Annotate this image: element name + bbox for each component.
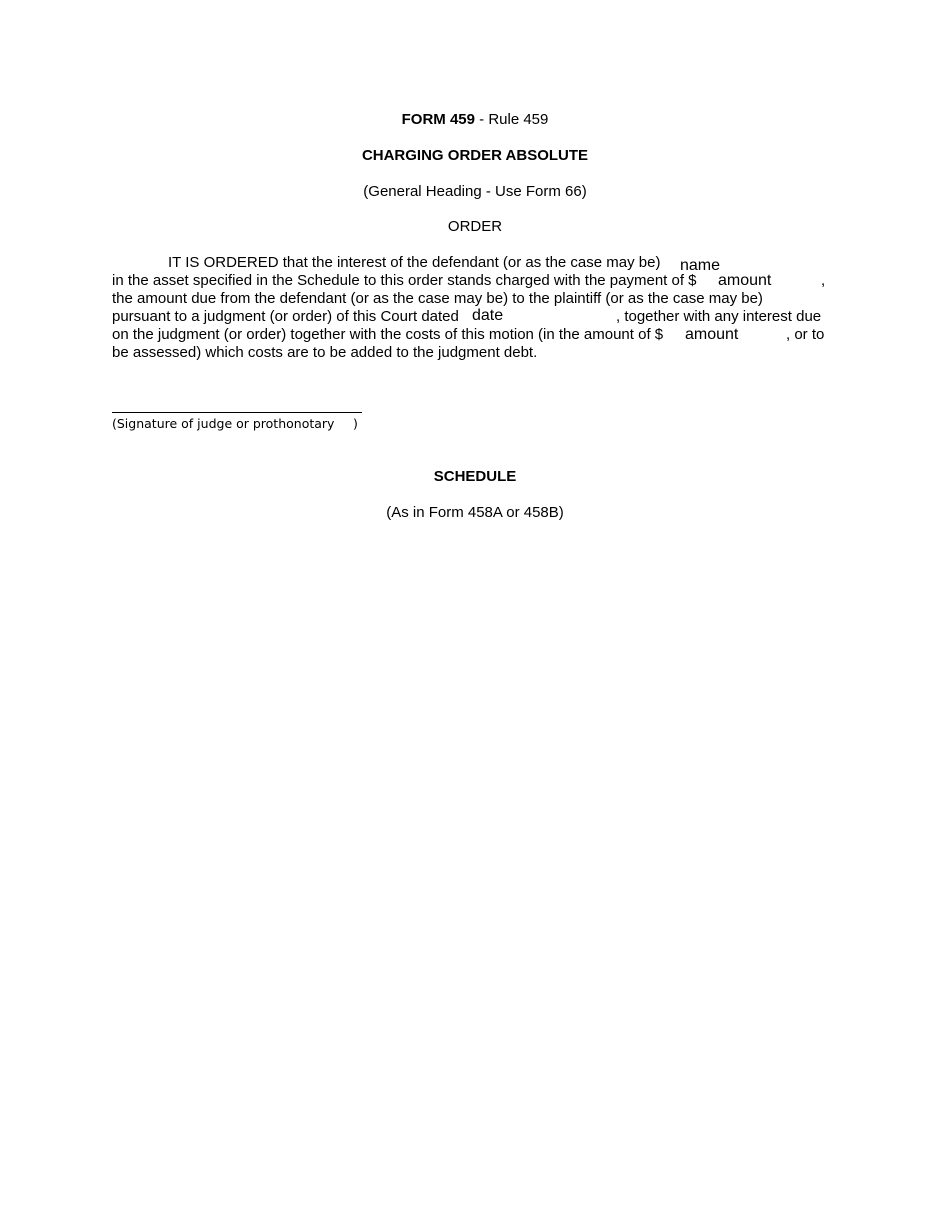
costs-amount-field[interactable] [685,326,783,344]
order-line-3: the amount due from the defendant (or as the case may be) to the plaintiff (or as the case may be) [112,290,763,307]
charged-amount-field[interactable] [718,272,816,290]
signature-line [112,412,362,413]
order-line-4-start: pursuant to a judgment (or order) of this Court dated [112,308,459,325]
order-line-5-end: , or to [786,326,825,343]
order-line-4-end: , together with any interest due [616,308,822,325]
signature-caption-close: ) [353,416,358,431]
order-line-5-start: on the judgment (or order) together with the costs of this motion (in the amount of $ [112,326,664,343]
order-line-1: IT IS ORDERED that the interest of the defendant (or as the case may be) [168,254,661,271]
schedule-title: SCHEDULE [433,468,517,485]
rule-reference: - Rule 459 [479,111,549,128]
form-title: CHARGING ORDER ABSOLUTE [361,147,589,164]
form-header [0,111,950,129]
order-line-6: be assessed) which costs are to be added to the judgment debt. [112,344,538,361]
signature-caption [112,416,362,432]
order-line-2-start: in the asset specified in the Schedule to this order stands charged with the payment of $ [112,272,697,289]
judgment-date-field[interactable] [472,307,612,325]
general-heading-note: (General Heading - Use Form 66) [363,183,587,200]
order-line-2-end: , [821,272,826,289]
form-number: FORM 459 [401,111,475,128]
signature-caption-text: (Signature of judge or prothonotary [112,416,335,431]
order-heading: ORDER [447,218,503,235]
schedule-note: (As in Form 458A or 458B) [386,504,564,521]
